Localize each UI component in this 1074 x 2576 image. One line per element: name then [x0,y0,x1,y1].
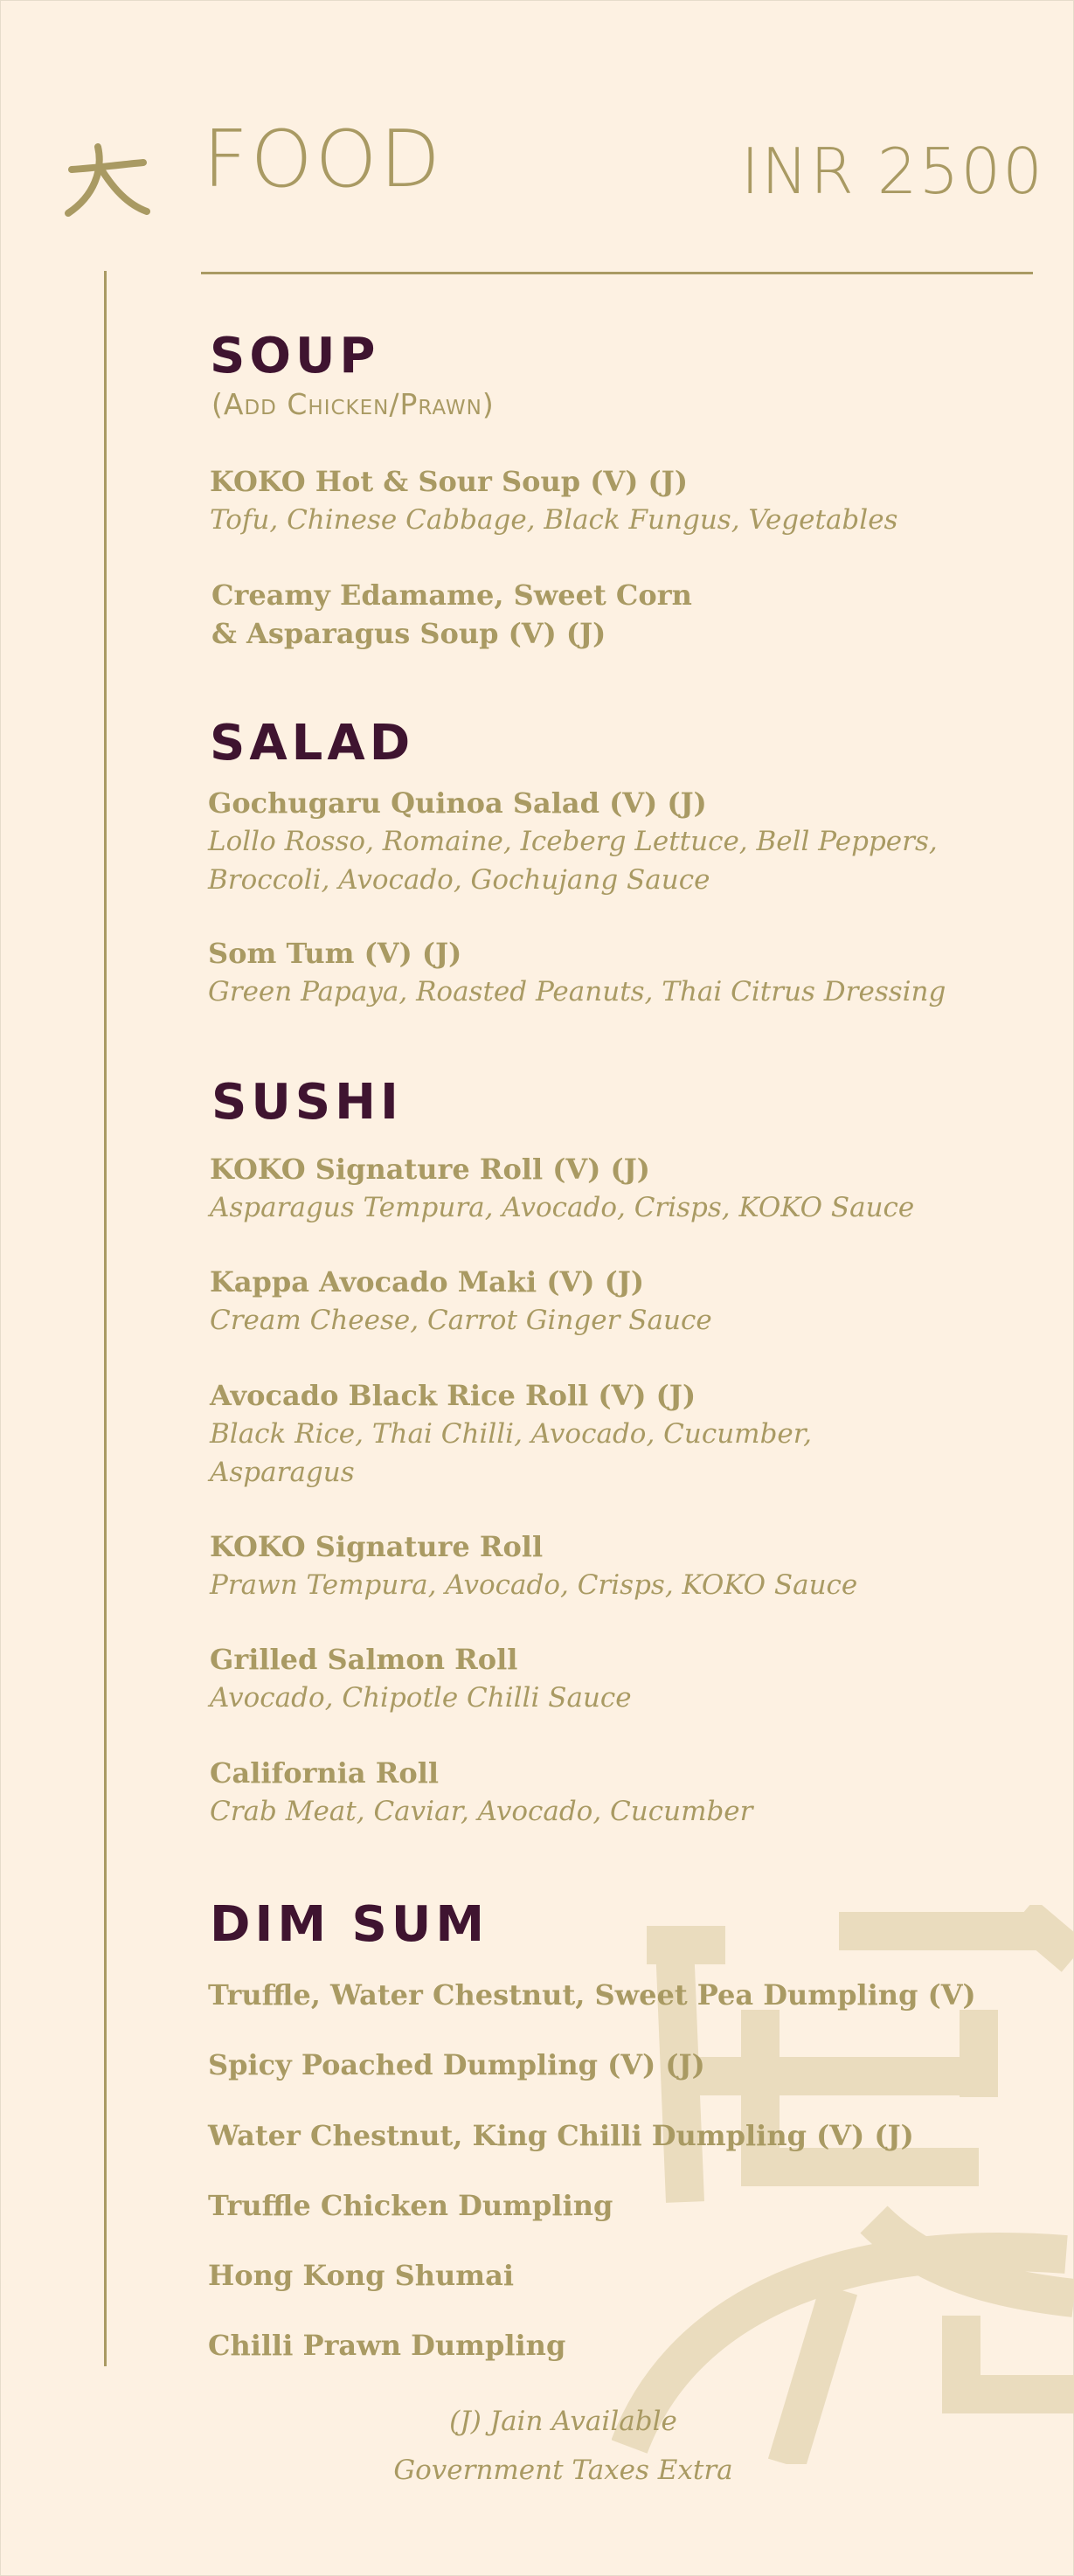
item-description: Black Rice, Thai Chilli, Avocado, Cucumber, [210,1418,813,1450]
item-description: Lollo Rosso, Romaine, Iceberg Lettuce, Bell Peppers, [208,826,938,857]
menu-item [210,1527,996,1604]
item-name: Hong Kong Shumai [208,2259,514,2292]
item-name: KOKO Signature Roll [210,1530,544,1563]
header-divider [201,272,1033,274]
item-name: Avocado Black Rice Roll (V) (J) [210,1379,696,1412]
section-title-salad: SALAD [210,715,415,772]
menu-item [208,1976,994,2014]
item-name: Grilled Salmon Roll [210,1643,518,1676]
menu-price: INR 2500 [740,135,1044,208]
menu-item [210,1376,996,1492]
menu-item [211,576,998,653]
item-description: Asparagus Tempura, Avocado, Crisps, KOKO Sauce [210,1192,915,1223]
footer-jain-note: (J) Jain Available [449,2406,677,2437]
section-title-soup: SOUP [210,328,380,384]
item-name: Truffle Chicken Dumpling [208,2189,613,2222]
menu-item [208,2186,994,2225]
item-description: Green Papaya, Roasted Peanuts, Thai Citrus Dressing [208,976,946,1008]
menu-item [208,2116,994,2155]
menu-title: FOOD [203,114,443,205]
item-name: Water Chestnut, King Chilli Dumpling (V) (J) [208,2119,914,2152]
item-description: Asparagus [210,1457,355,1488]
menu-item [210,462,996,539]
item-description: Broccoli, Avocado, Gochujang Sauce [208,864,710,896]
menu-item [210,1263,996,1340]
menu-item [210,1150,996,1227]
menu-item [210,1640,996,1717]
menu-item [208,934,994,1011]
menu-item [210,1754,996,1831]
item-name: Kappa Avocado Maki (V) (J) [210,1265,645,1298]
item-name: Creamy Edamame, Sweet Corn [211,578,692,612]
footer-tax-note: Government Taxes Extra [393,2455,733,2486]
item-name: Spicy Poached Dumpling (V) (J) [208,2048,705,2081]
section-title-sushi: SUSHI [211,1074,403,1131]
kanji-logo-icon [63,143,150,218]
item-description: Tofu, Chinese Cabbage, Black Fungus, Vegetables [210,504,898,536]
section-note-soup: (Add Chicken/Prawn) [211,387,495,421]
section-title-dim-sum: DIM SUM [210,1896,489,1953]
item-description: Prawn Tempura, Avocado, Crisps, KOKO Sauce [210,1569,858,1601]
item-name: Som Tum (V) (J) [208,937,462,970]
item-description: Cream Cheese, Carrot Ginger Sauce [210,1305,712,1336]
side-divider [104,271,107,2366]
item-name: & Asparagus Soup (V) (J) [211,617,606,650]
item-name: KOKO Signature Roll (V) (J) [210,1153,650,1186]
item-name: California Roll [210,1756,440,1790]
menu-item [208,2046,994,2084]
menu-item [208,2256,994,2295]
item-name: Truffle, Water Chestnut, Sweet Pea Dumpling (V) [208,1978,976,2012]
item-description: Crab Meat, Caviar, Avocado, Cucumber [210,1796,753,1827]
menu-item [208,784,994,899]
item-description: Avocado, Chipotle Chilli Sauce [210,1682,632,1714]
item-name: KOKO Hot & Sour Soup (V) (J) [210,465,688,498]
menu-item [208,2326,994,2365]
item-name: Gochugaru Quinoa Salad (V) (J) [208,786,707,820]
item-name: Chilli Prawn Dumpling [208,2329,566,2362]
